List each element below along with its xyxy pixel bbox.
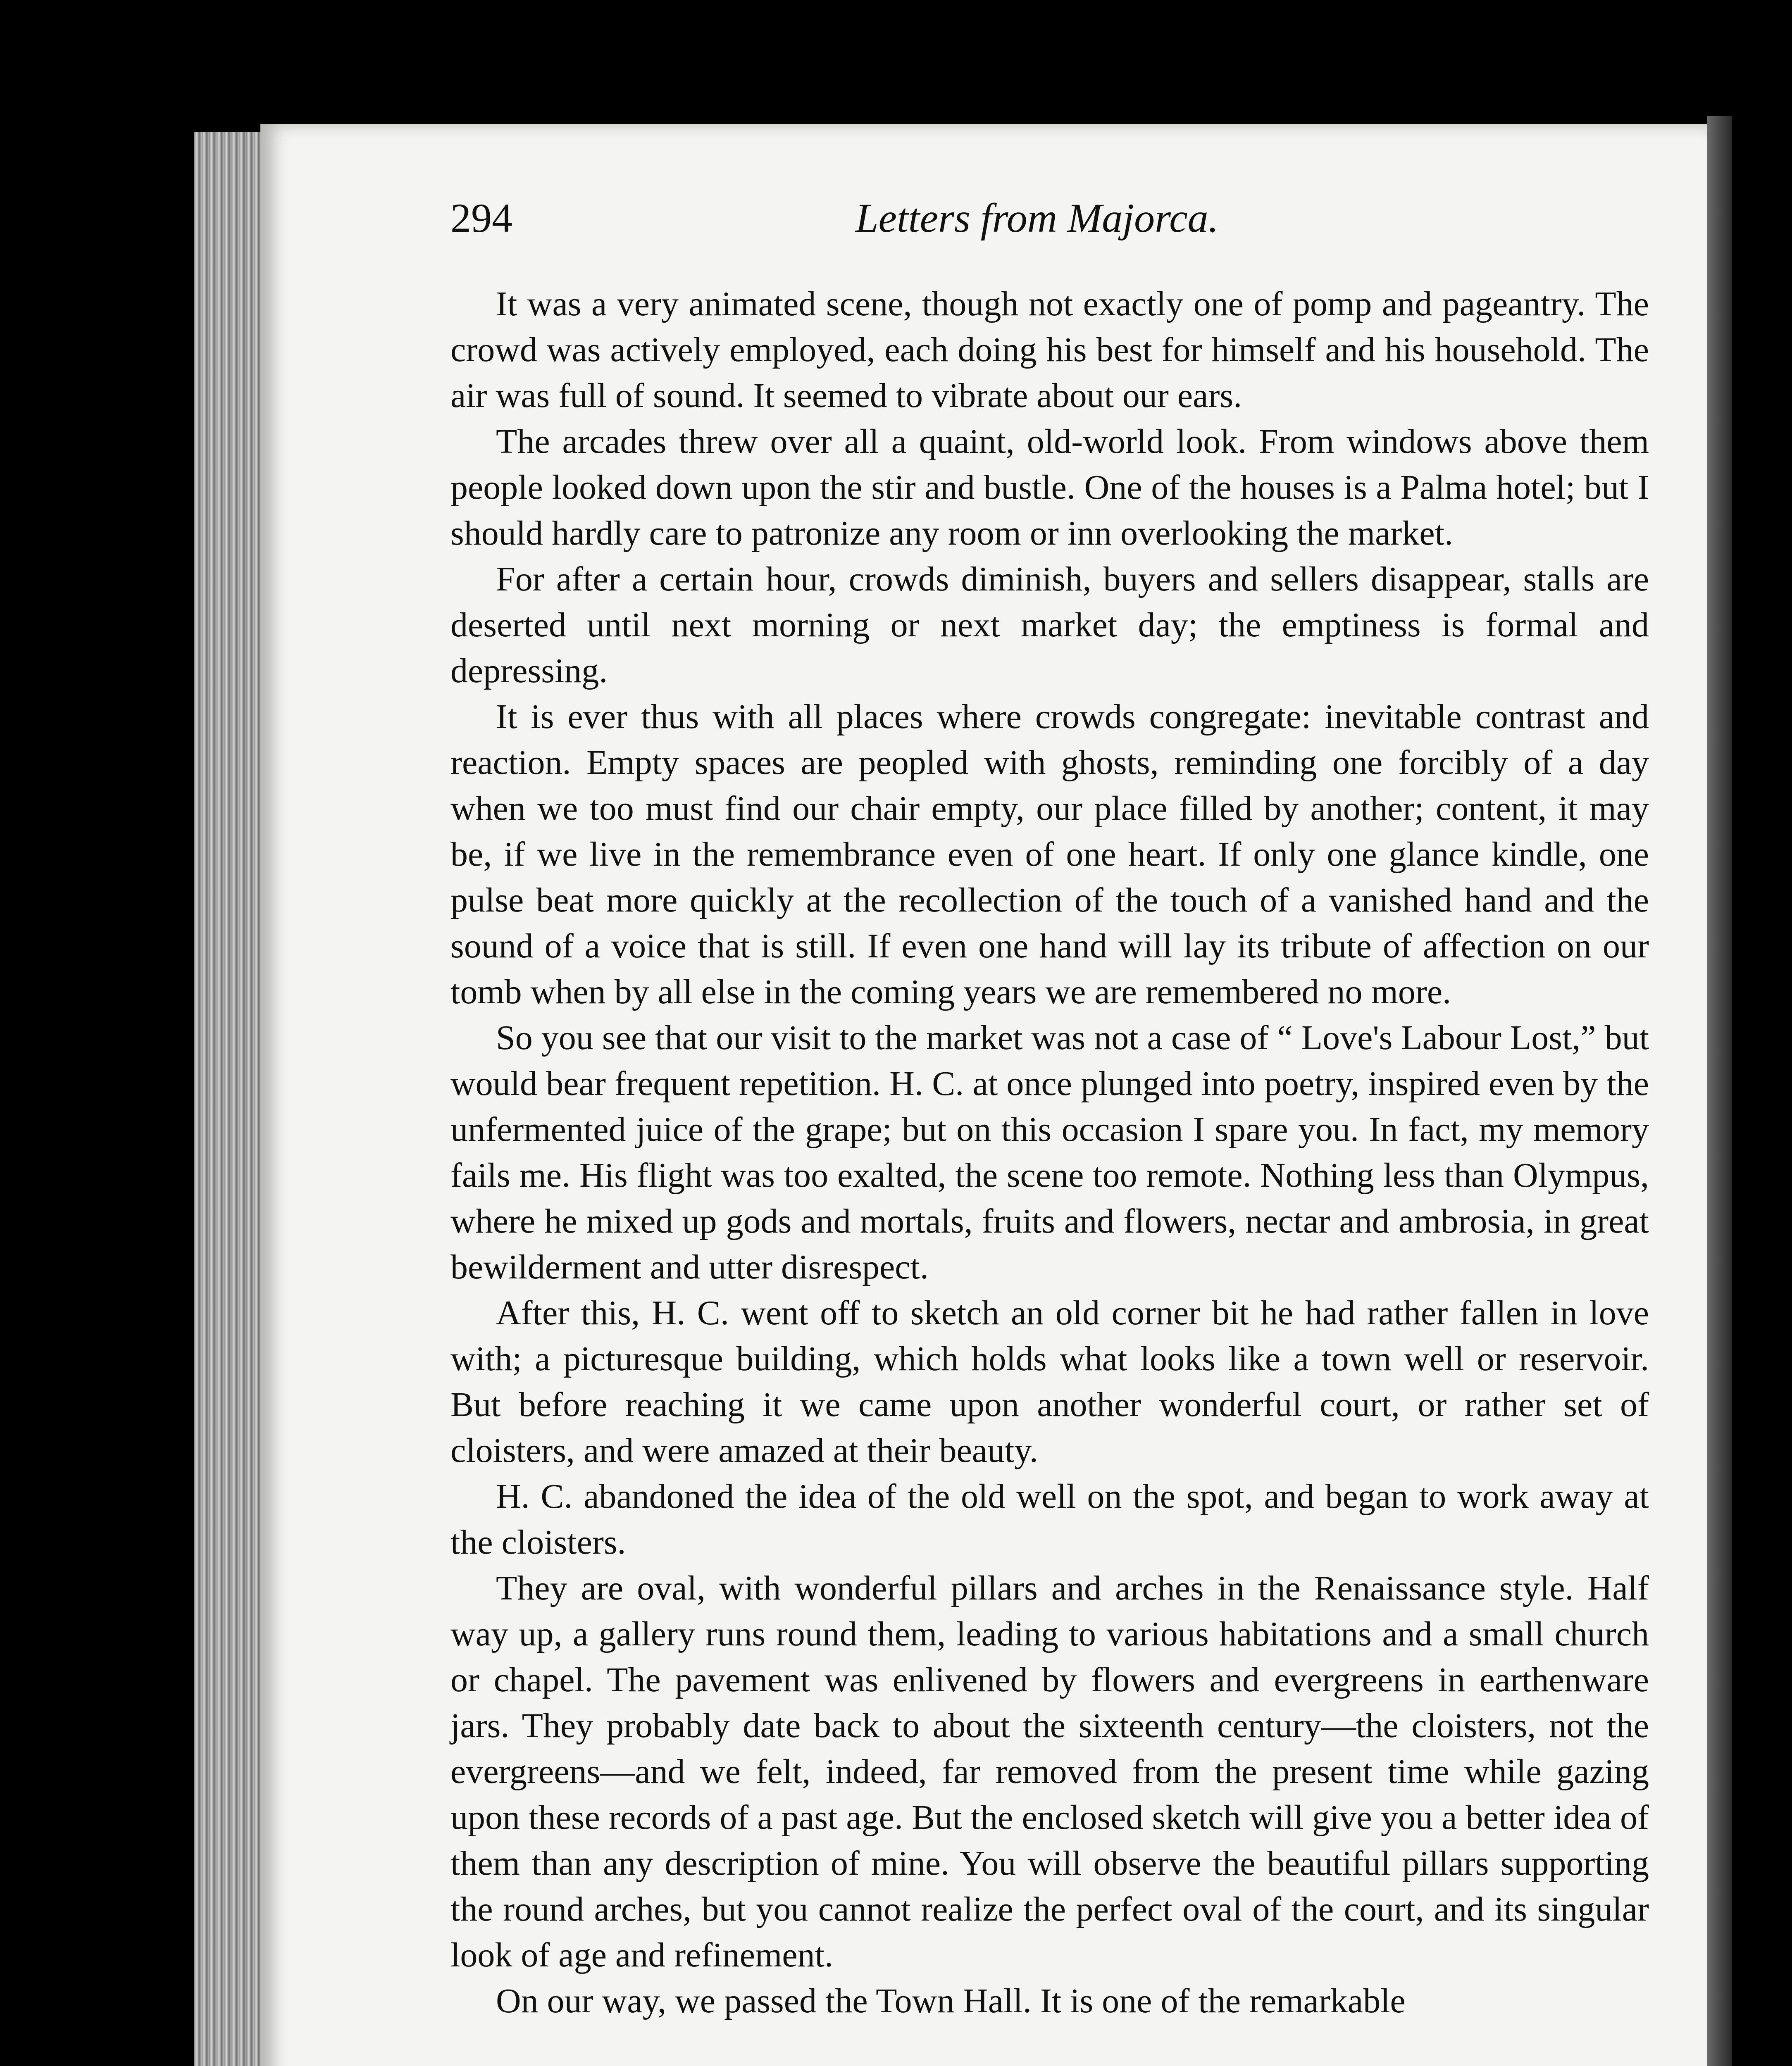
body-text	[450, 281, 1649, 2024]
paragraph: On our way, we passed the Town Hall. It is one of the remarkable	[496, 1982, 1406, 2020]
paragraph: The arcades threw over all a quaint, old-world look. From windows above them people looked down upon the stir and bustle. One of the houses is a Palma hotel; but I should hardly care to patronize any room or inn overlooking the market.	[450, 422, 1649, 552]
paragraph: It is ever thus with all places where crowds congregate: inevitable contrast and reaction. Empty spaces are peopled with ghosts, reminding one forcibly of a day when we too must find our chair empty, our place filled by another; content, it may be, if we live in the remembrance even of one heart. If only one glance kindle, one pulse beat more quickly at the recollection of the touch of a vanished hand and the sound of a voice that is still. If even one hand will lay its tribute of affection on our tomb when by all else in the coming years we are remembered no more.	[450, 697, 1649, 1011]
paragraph: After this, H. C. went off to sketch an old corner bit he had rather fallen in love with; a picturesque building, which holds what looks like a town well or reservoir. But before reaching it we came upon another wonderful court, or rather set of cloisters, and were amazed at their beauty.	[450, 1294, 1649, 1470]
page-stack-left-edge	[194, 132, 265, 2066]
paragraph: They are oval, with wonderful pillars and arches in the Renaissance style. Half way up, a gallery runs round them, leading to various habitations and a small church or chapel. The pavement was enlivened by flowers and evergreens in earthenware jars. They probably date back to about the sixteenth century—the cloisters, not the evergreens—and we felt, indeed, far removed from the present time while gazing upon these records of a past age. But the enclosed sketch will give you a better idea of them than any description of mine. You will observe the beautiful pillars supporting the round arches, but you cannot realize the perfect oval of the court, and its singular look of age and refinement.	[450, 1569, 1649, 1974]
paragraph: So you see that our visit to the market was not a case of “ Love's Labour Lost,” but would bear frequent repetition. H. C. at once plunged into poetry, inspired even by the unfermented juice of the grape; but on this occasion I spare you. In fact, my memory fails me. His flight was too exalted, the scene too remote. Nothing less than Olympus, where he mixed up gods and mortals, fruits and flowers, nectar and ambrosia, in great bewilderment and utter disrespect.	[450, 1019, 1649, 1286]
page-gutter-right	[1707, 116, 1732, 2066]
paragraph: It was a very animated scene, though not exactly one of pomp and pageantry. The crowd was actively employed, each doing his best for himself and his household. The air was full of sound. It seemed to vibrate about our ears.	[450, 285, 1649, 415]
page-header	[450, 194, 1649, 260]
page-number: 294	[450, 195, 512, 241]
running-title: Letters from Majorca.	[855, 195, 1219, 241]
paragraph: For after a certain hour, crowds diminish, buyers and sellers disappear, stalls are deserted until next morning or next market day; the emptiness is formal and depressing.	[450, 560, 1649, 690]
paragraph: H. C. abandoned the idea of the old well on the spot, and began to work away at the cloisters.	[450, 1477, 1649, 1561]
